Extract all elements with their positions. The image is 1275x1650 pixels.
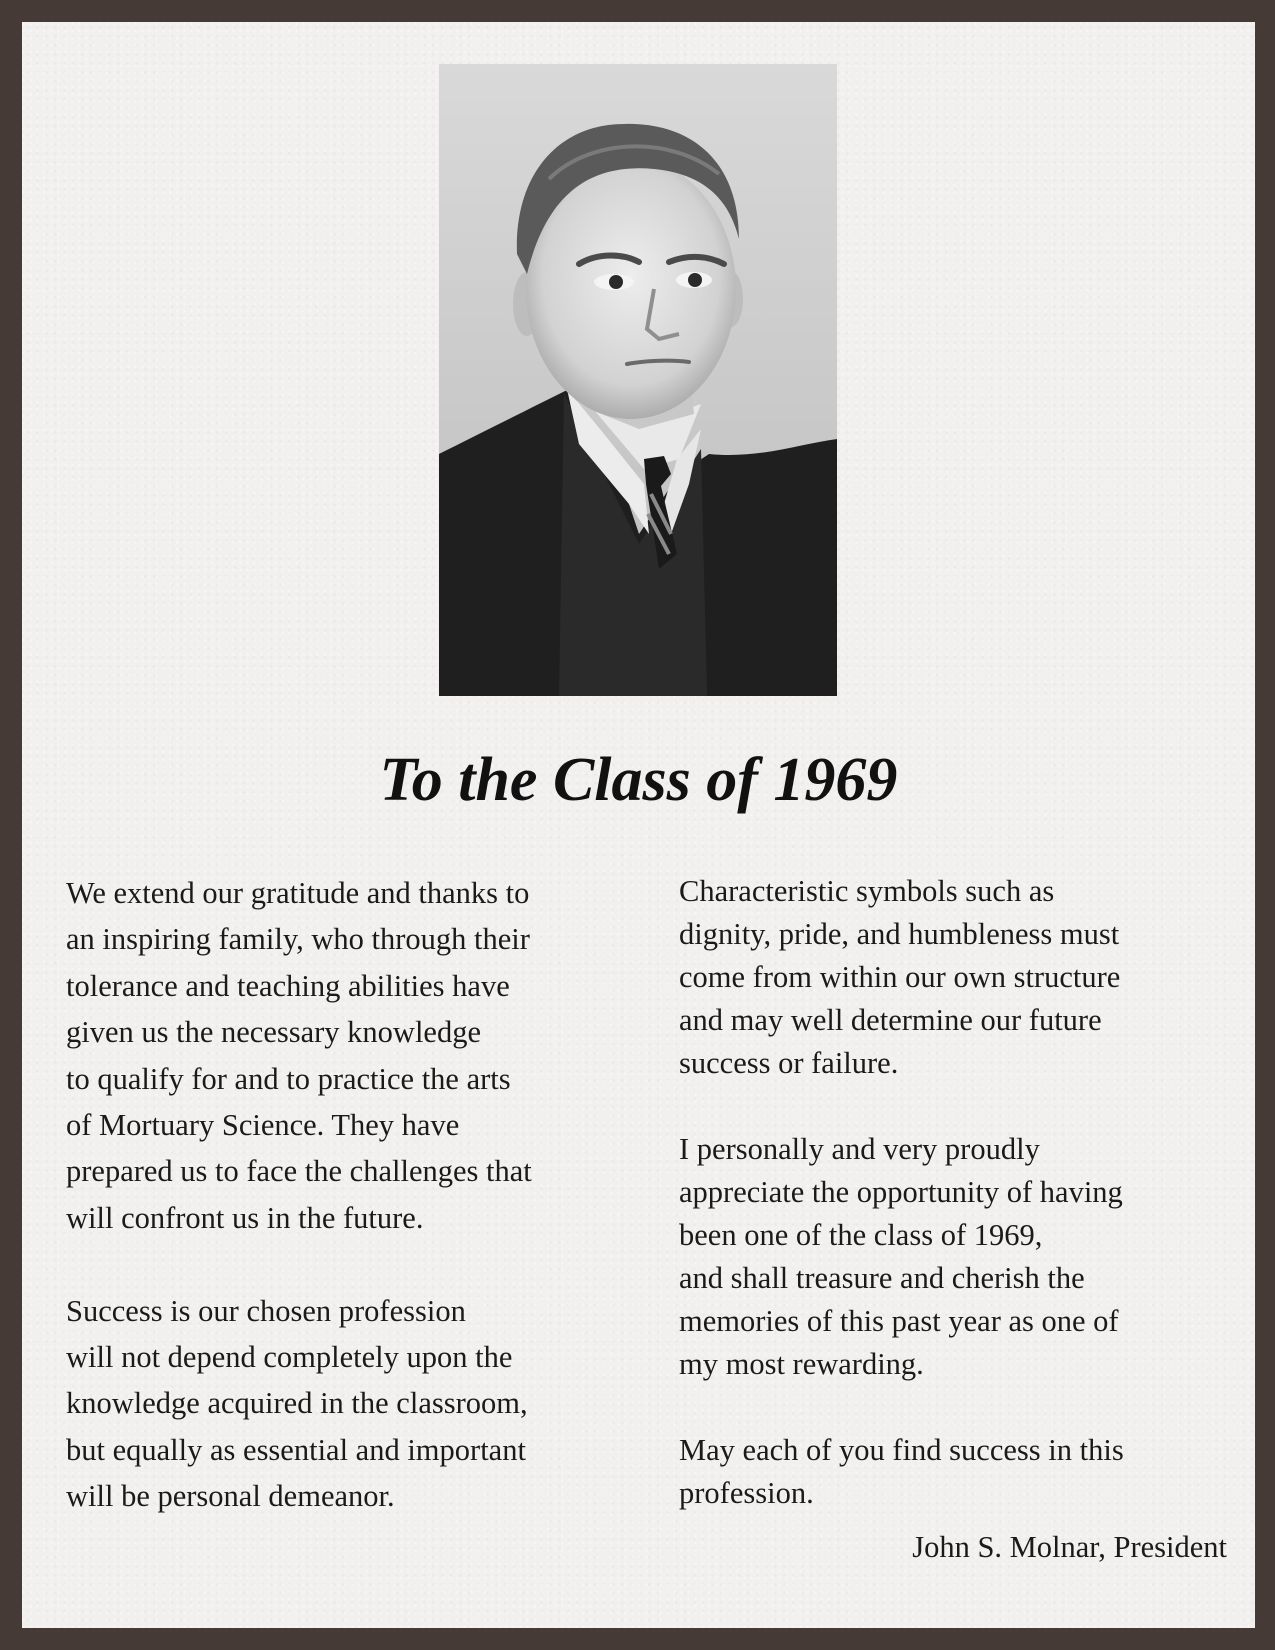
paragraph-gap — [66, 1241, 646, 1287]
text-line: given us the necessary knowledge — [66, 1015, 482, 1050]
text-line: profession. — [679, 1476, 814, 1510]
text-line: will not depend completely upon the — [66, 1340, 513, 1375]
text-line: Success is our chosen profession — [66, 1293, 466, 1328]
text-line: I personally and very proudly — [679, 1132, 1040, 1166]
text-line: been one of the class of 1969, — [679, 1218, 1043, 1252]
text-line: an inspiring family, who through their — [66, 922, 530, 957]
paragraph-wish — [679, 1429, 1239, 1515]
signature: John S. Molnar, President — [912, 1530, 1227, 1564]
paragraph-success — [66, 1288, 646, 1520]
text-line: and may well determine our future — [679, 1003, 1102, 1037]
text-line: will be personal demeanor. — [66, 1479, 395, 1514]
text-line: We extend our gratitude and thanks to — [66, 876, 530, 910]
text-line: of Mortuary Science. They have — [66, 1108, 460, 1143]
letter-page — [22, 22, 1255, 1628]
text-line: May each of you find success in this — [679, 1433, 1124, 1467]
text-line: come from within our own structure — [679, 960, 1121, 994]
right-column — [679, 870, 1239, 1515]
paragraph-gap — [679, 1386, 1239, 1429]
text-line: to qualify for and to practice the arts — [66, 1061, 511, 1096]
text-line: will confront us in the future. — [66, 1200, 424, 1235]
paragraph-personal — [679, 1128, 1239, 1386]
text-line: but equally as essential and important — [66, 1432, 526, 1467]
left-column — [66, 870, 646, 1520]
text-line: prepared us to face the challenges that — [66, 1154, 532, 1189]
text-line: dignity, pride, and humbleness must — [679, 917, 1120, 951]
text-line: appreciate the opportunity of having — [679, 1175, 1123, 1209]
text-line: tolerance and teaching abilities have — [66, 968, 510, 1003]
text-line: memories of this past year as one of — [679, 1304, 1119, 1338]
text-line: Characteristic symbols such as — [679, 874, 1055, 908]
text-line: success or failure. — [679, 1046, 899, 1080]
text-line: and shall treasure and cherish the — [679, 1261, 1085, 1295]
text-line: knowledge acquired in the classroom, — [66, 1386, 528, 1421]
paragraph-gap — [679, 1085, 1239, 1128]
paragraph-characteristics — [679, 870, 1239, 1085]
paragraph-gratitude — [66, 870, 646, 1241]
letter-title: To the Class of 1969 — [379, 746, 898, 814]
text-line: my most rewarding. — [679, 1347, 924, 1381]
portrait-photo — [439, 64, 837, 696]
